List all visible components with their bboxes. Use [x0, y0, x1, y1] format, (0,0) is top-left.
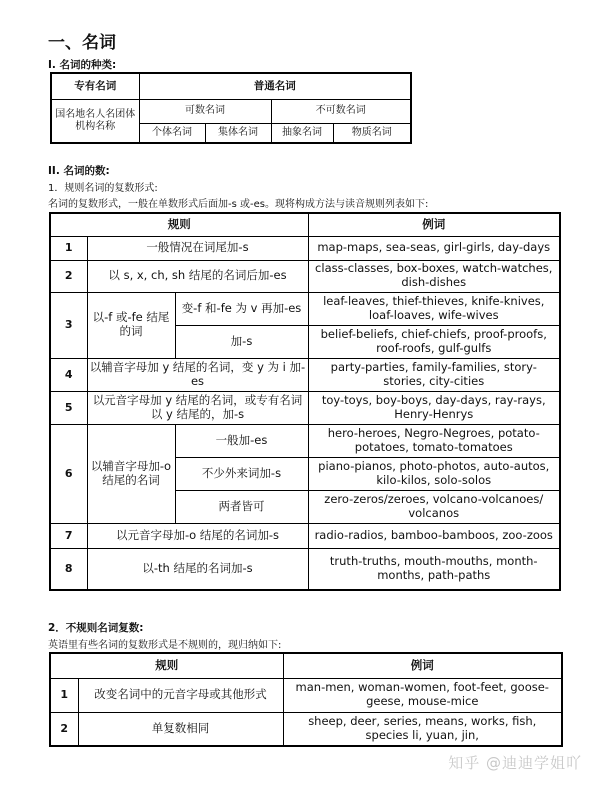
- example-column-header: 例词: [308, 213, 560, 236]
- rule-cell: 以 s, x, ch, sh 结尾的名词后加-es: [87, 260, 308, 292]
- subheading-regular-plurals: 1．规则名词的复数形式:: [48, 183, 158, 194]
- rule-column-header: 规则: [50, 213, 308, 236]
- example-cell: belief-beliefs, chief-chiefs, proof-proofs, roof-roofs, gulf-gulfs: [308, 325, 560, 358]
- row-number: 3: [50, 292, 87, 358]
- example-cell: radio-radios, bamboo-bamboos, zoo-zoos: [308, 523, 560, 548]
- example-cell: zero-zeros/zeroes, volcano-volcanoes/ volcanos: [308, 490, 560, 523]
- row-number: 1: [50, 678, 78, 712]
- regular-plurals-table: [49, 212, 561, 591]
- common-noun-header: 普通名词: [139, 73, 411, 99]
- row-number: 2: [50, 712, 78, 746]
- material-noun-cell: 物质名词: [333, 123, 411, 143]
- table-row: [50, 260, 560, 292]
- abstract-noun-cell: 抽象名词: [271, 123, 333, 143]
- section-heading-kinds: I. 名词的种类:: [48, 59, 117, 71]
- row-number: 7: [50, 523, 87, 548]
- rule-cell: 以辅音字母加 y 结尾的名词，变 y 为 i 加-es: [87, 358, 308, 391]
- rule-column-header: 规则: [50, 653, 283, 678]
- watermark: 知乎 @迪迪学姐吖: [448, 754, 582, 772]
- page-title: 一、名词: [48, 33, 116, 53]
- countable-noun-cell: 可数名词: [139, 99, 271, 123]
- table-row: [50, 678, 562, 712]
- rule-cell: 以-f 或-fe 结尾的词: [87, 292, 175, 358]
- example-cell: sheep, deer, series, means, works, fish, species li, yuan, jin,: [283, 712, 562, 746]
- example-cell: man-men, woman-women, foot-feet, goose-geese, mouse-mice: [283, 678, 562, 712]
- table-row: [50, 424, 560, 457]
- example-column-header: 例词: [283, 653, 562, 678]
- table-row: [50, 292, 560, 325]
- example-cell: leaf-leaves, thief-thieves, knife-knives, loaf-loaves, wife-wives: [308, 292, 560, 325]
- sub-rule-cell: 两者皆可: [175, 490, 308, 523]
- table-row: [50, 391, 560, 424]
- row-number: 8: [50, 548, 87, 590]
- sub-rule-cell: 不少外来词加-s: [175, 457, 308, 490]
- table-row: [50, 712, 562, 746]
- row-number: 5: [50, 391, 87, 424]
- uncountable-noun-cell: 不可数名词: [271, 99, 411, 123]
- example-cell: hero-heroes, Negro-Negroes, potato-potatoes, tomato-tomatoes: [308, 424, 560, 457]
- table-row: [50, 548, 560, 590]
- rule-cell: 一般情况在词尾加-s: [87, 236, 308, 260]
- table-row: [50, 358, 560, 391]
- rule-cell: 以-th 结尾的名词加-s: [87, 548, 308, 590]
- regular-plurals-intro: 名词的复数形式，一般在单数形式后面加-s 或-es。现将构成方法与读音规则列表如下:: [48, 199, 429, 210]
- section-heading-irregular: 2．不规则名词复数:: [48, 622, 144, 634]
- example-cell: toy-toys, boy-boys, day-days, ray-rays, Henry-Henrys: [308, 391, 560, 424]
- table-row: [50, 523, 560, 548]
- row-number: 2: [50, 260, 87, 292]
- example-cell: class-classes, box-boxes, watch-watches, dish-dishes: [308, 260, 560, 292]
- row-number: 1: [50, 236, 87, 260]
- noun-kinds-table: [50, 72, 412, 144]
- example-cell: piano-pianos, photo-photos, auto-autos, kilo-kilos, solo-solos: [308, 457, 560, 490]
- example-cell: party-parties, family-families, story-stories, city-cities: [308, 358, 560, 391]
- rule-cell: 以辅音字母加-o 结尾的名词: [87, 424, 175, 523]
- proper-noun-description: 国名地名人名团体机构名称: [51, 99, 139, 143]
- sub-rule-cell: 一般加-es: [175, 424, 308, 457]
- example-cell: truth-truths, mouth-mouths, month-months, path-paths: [308, 548, 560, 590]
- row-number: 4: [50, 358, 87, 391]
- sub-rule-cell: 加-s: [175, 325, 308, 358]
- rule-cell: 以元音字母加-o 结尾的名词加-s: [87, 523, 308, 548]
- rule-cell: 单复数相同: [78, 712, 283, 746]
- rule-cell: 以元音字母加 y 结尾的名词，或专有名词以 y 结尾的，加-s: [87, 391, 308, 424]
- section-heading-number: II. 名词的数:: [48, 165, 110, 177]
- sub-rule-cell: 变-f 和-fe 为 v 再加-es: [175, 292, 308, 325]
- row-number: 6: [50, 424, 87, 523]
- irregular-plurals-table: [49, 652, 563, 747]
- example-cell: map-maps, sea-seas, girl-girls, day-days: [308, 236, 560, 260]
- individual-noun-cell: 个体名词: [139, 123, 205, 143]
- collective-noun-cell: 集体名词: [205, 123, 271, 143]
- irregular-plurals-intro: 英语里有些名词的复数形式是不规则的，现归纳如下:: [48, 640, 282, 651]
- rule-cell: 改变名词中的元音字母或其他形式: [78, 678, 283, 712]
- table-row: [50, 236, 560, 260]
- proper-noun-header: 专有名词: [51, 73, 139, 99]
